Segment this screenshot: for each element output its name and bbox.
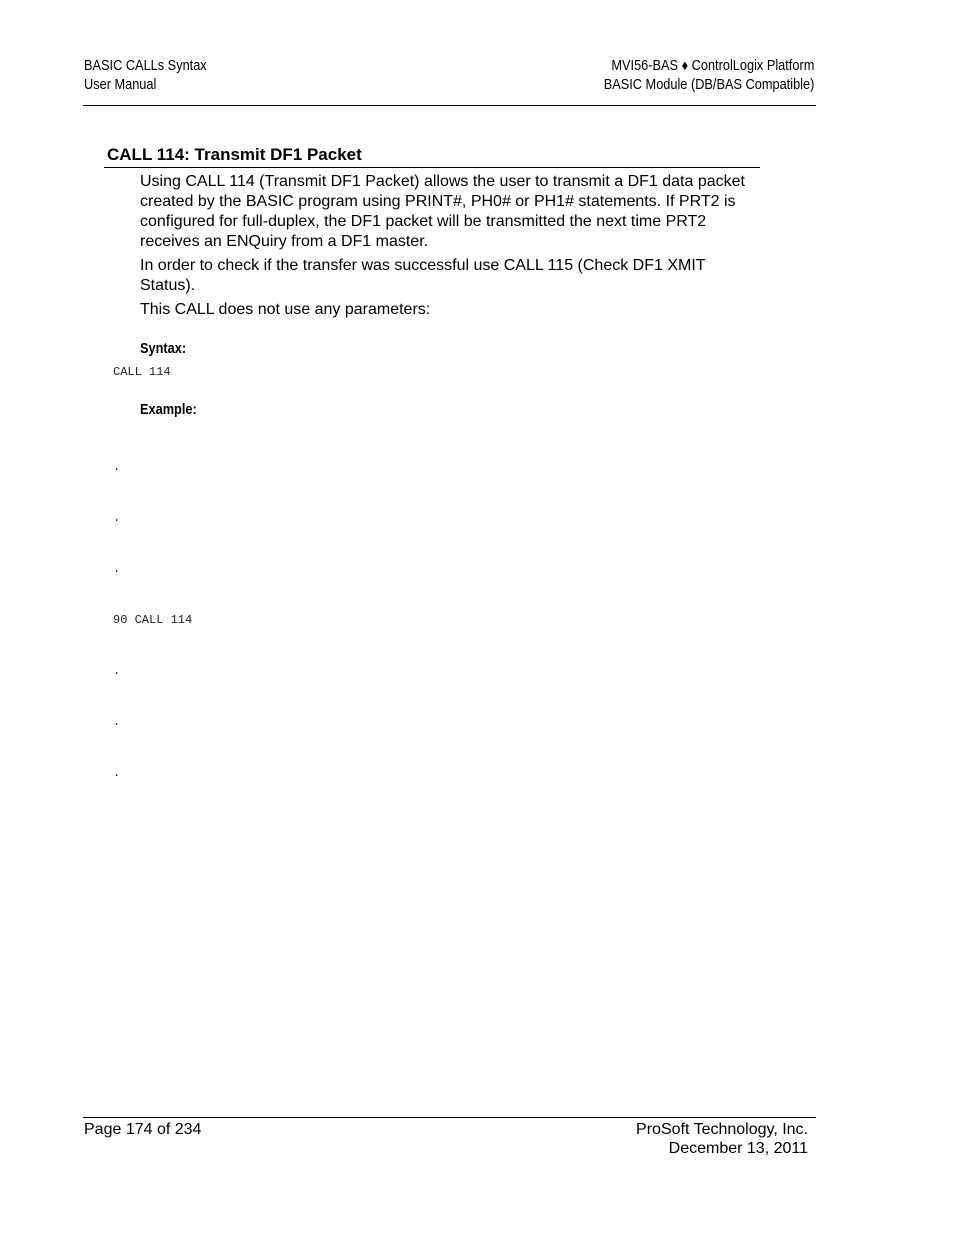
example-heading: Example:: [140, 402, 197, 418]
code-line: .: [113, 460, 121, 474]
code-line: .: [113, 664, 121, 678]
page-header-left: [84, 57, 207, 95]
page-header-right: [603, 57, 814, 95]
product-name: MVI56-BAS ♦ ControlLogix Platform: [611, 58, 814, 74]
company-name: ProSoft Technology, Inc.: [636, 1121, 808, 1138]
title-underline: [104, 167, 760, 168]
code-line: .: [113, 562, 121, 576]
page-footer-right: [636, 1120, 808, 1158]
product-subtitle: BASIC Module (DB/BAS Compatible): [603, 77, 814, 93]
code-line: .: [113, 511, 121, 525]
document-section-name: BASIC CALLs Syntax: [84, 58, 207, 74]
code-line: .: [113, 766, 121, 780]
parameters-paragraph: This CALL does not use any parameters:: [140, 301, 431, 318]
header-divider: [83, 105, 816, 106]
syntax-code: CALL 114: [113, 365, 171, 379]
status-check-paragraph: In order to check if the transfer was successful use CALL 115 (Check DF1 XMIT Status).: [140, 257, 706, 294]
code-line: 90 CALL 114: [113, 613, 193, 627]
section-title: CALL 114: Transmit DF1 Packet: [107, 145, 362, 164]
document-type: User Manual: [84, 77, 157, 93]
example-code: [113, 425, 192, 799]
page-number: Page 174 of 234: [84, 1121, 202, 1138]
syntax-heading: Syntax:: [140, 341, 187, 357]
code-line: .: [113, 715, 121, 729]
footer-divider: [83, 1117, 816, 1118]
description-paragraph: Using CALL 114 (Transmit DF1 Packet) allows the user to transmit a DF1 data packet created by the BASIC program using PRINT#, PH0# or PH1# statements. If PRT2 is configured for full-duplex, the DF1 packet will be transmitted the next time PRT2 receives an ENQuiry from a DF1 master.: [140, 173, 745, 250]
publish-date: December 13, 2011: [668, 1140, 808, 1157]
